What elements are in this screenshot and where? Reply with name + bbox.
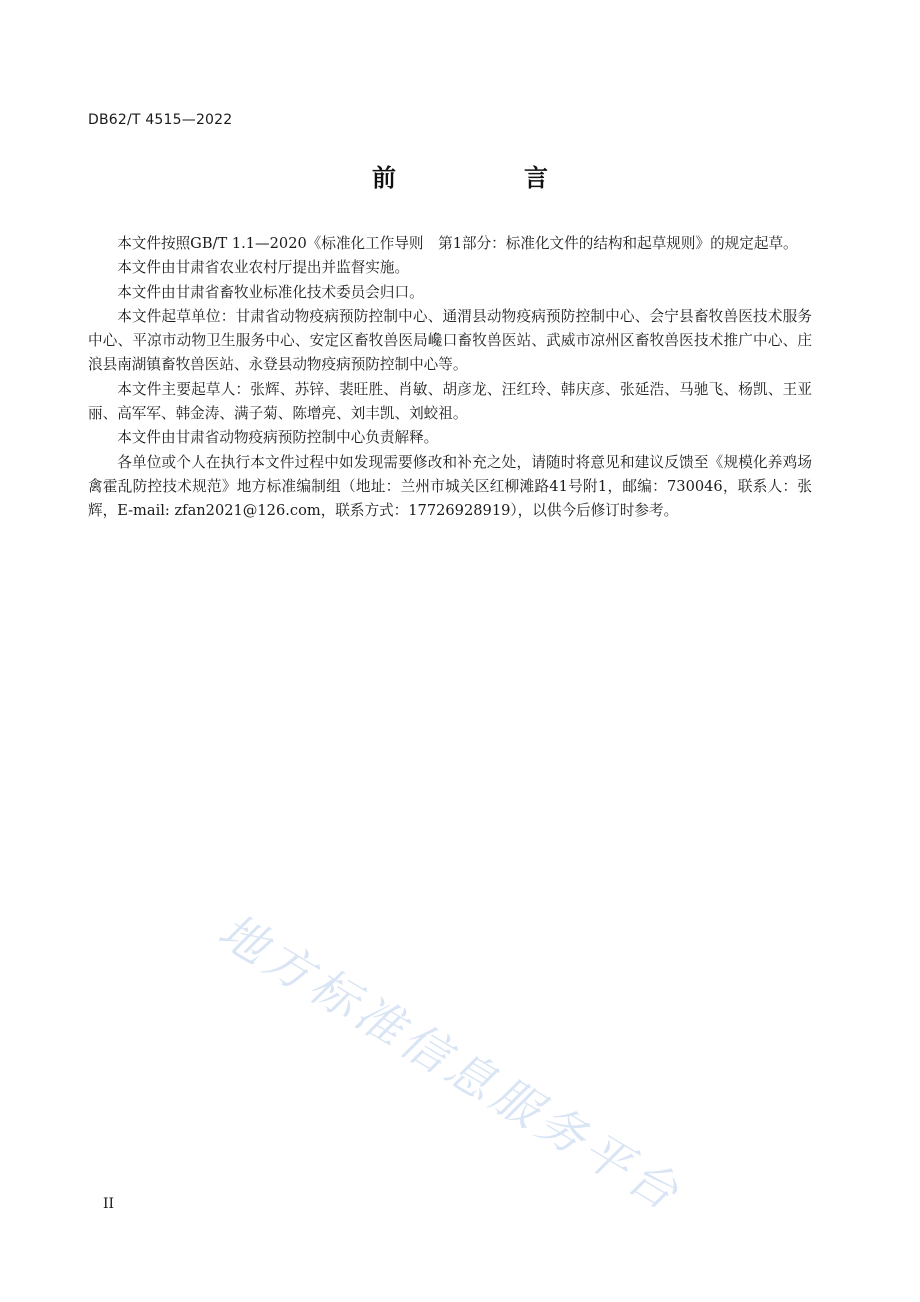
paragraph-interpretation: 本文件由甘肃省动物疫病预防控制中心负责解释。 [117, 429, 439, 447]
paragraph-drafting-rules: 本文件按照GB/T 1.1—2020《标准化工作导则 第1部分：标准化文件的结构和起草规则》的规定起草。 [117, 235, 798, 252]
foreword-body [88, 232, 812, 524]
document-code: DB62/T 4515—2022 [88, 112, 233, 128]
paragraph-drafting-units: 本文件起草单位：甘肃省动物疫病预防控制中心、通渭县动物疫病预防控制中心、会宁县畜牧兽医技术服务中心、平凉市动物卫生服务中心、安定区畜牧兽医局巉口畜牧兽医站、武威市凉州区畜牧兽医技术推广中心、庄浪县南湖镇畜牧兽医站、永登县动物疫病预防控制中心等。 [88, 307, 812, 374]
paragraph-proposer: 本文件由甘肃省农业农村厅提出并监督实施。 [117, 259, 410, 277]
page-number: II [103, 1196, 115, 1212]
paragraph-feedback-contact: 各单位或个人在执行本文件过程中如发现需要修改和补充之处，请随时将意见和建议反馈至《规模化养鸡场禽霍乱防控技术规范》地方标准编制组（地址：兰州市城关区红柳滩路41号附1，邮编：730046，联系人：张辉，E-mail: zfan2021@126.com，联系方式：17726928919），以供今后修订时参考。 [88, 453, 812, 520]
paragraph-responsible-committee: 本文件由甘肃省畜牧业标准化技术委员会归口。 [117, 283, 424, 301]
watermark: 地方标准信息服务平台 [208, 903, 692, 1224]
page-title: 前 言 [372, 164, 600, 192]
paragraph-main-drafters: 本文件主要起草人：张辉、苏锌、裴旺胜、肖敏、胡彦龙、汪红玲、韩庆彦、张延浩、马驰飞、杨凯、王亚丽、高军军、韩金涛、满子菊、陈增亮、刘丰凯、刘蛟祖。 [88, 380, 812, 423]
